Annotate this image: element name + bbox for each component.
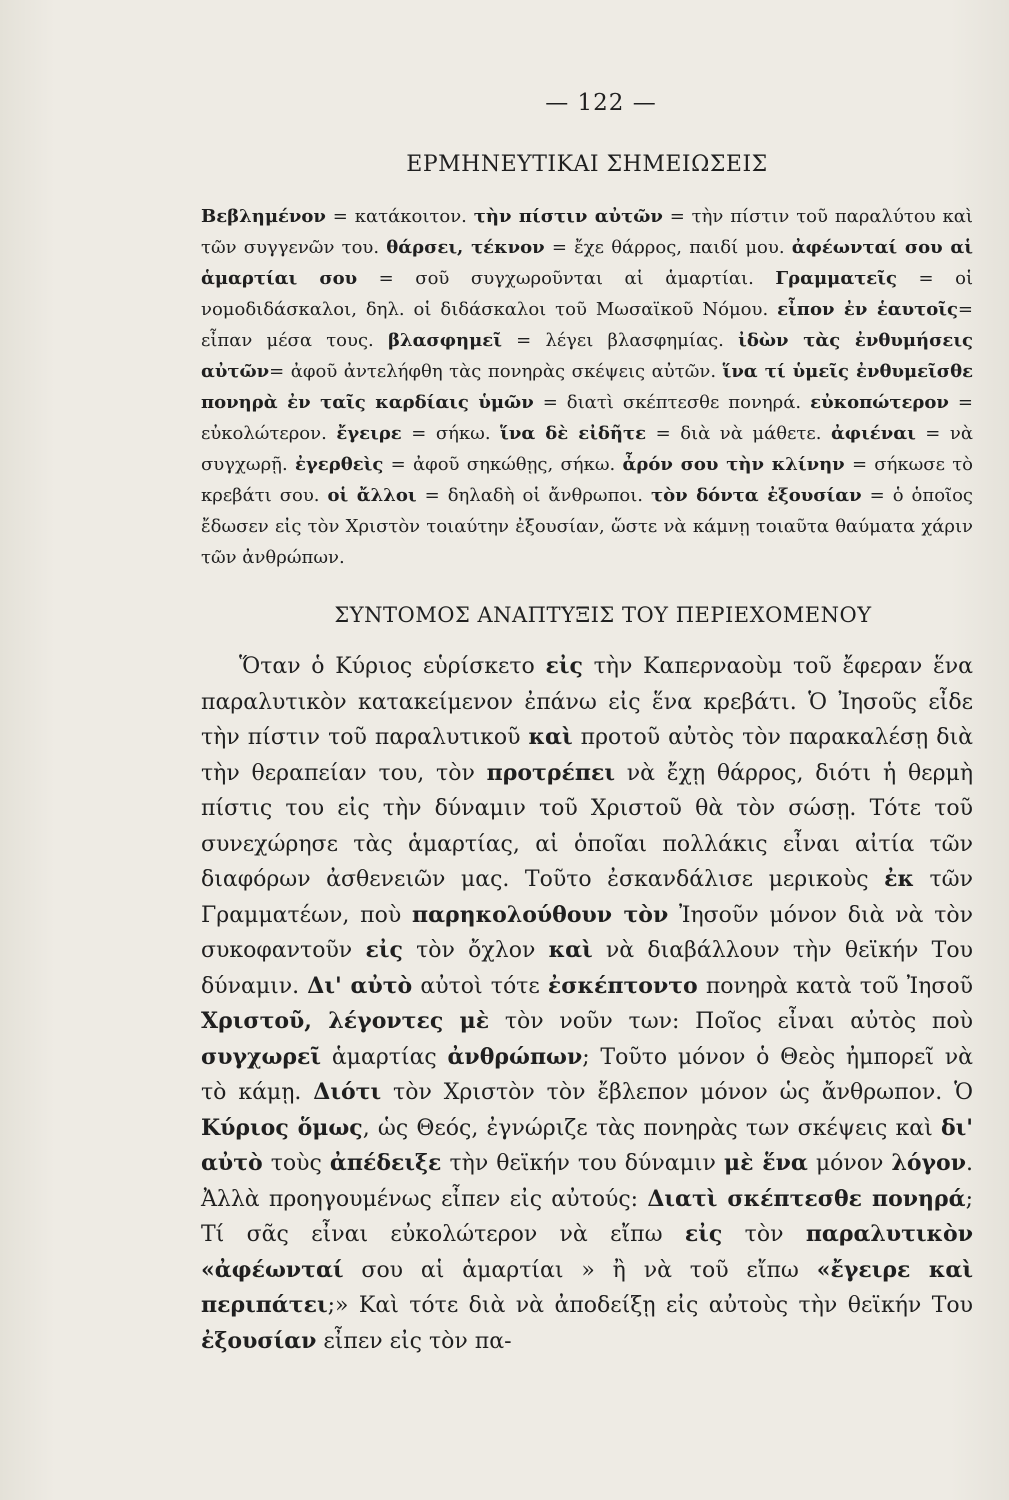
note-term: βλασφημεῖ — [388, 330, 502, 351]
summary-emphasis: Δι' αὐτὸ — [307, 972, 413, 999]
summary-text: , ὡς Θεός, ἐγνώριζε τὰς πονηρὰς των σκέψεις καὶ — [362, 1115, 941, 1141]
summary-emphasis: «ἔγειρε καὶ περιπάτει — [201, 1256, 973, 1318]
summary-emphasis: Χριστοῦ, λέγοντες μὲ — [201, 1008, 490, 1034]
note-gloss: = εὐκολώτερον. — [201, 392, 973, 444]
summary-emphasis: παραλυτικὸν «ἀφέωνταί — [201, 1221, 973, 1283]
note-term: Βεβλημένον — [201, 206, 326, 227]
summary-text: προτοῦ αὐτὸς τὸν παρακαλέσῃ διὰ τὴν θεραπείαν του, τὸν — [201, 725, 973, 786]
note-term: τὴν πίστιν αὐτῶν — [473, 206, 663, 227]
summary-emphasis: ἐξουσίαν — [201, 1327, 317, 1354]
summary-emphasis: Κύριος ὅμως — [201, 1114, 363, 1141]
note-term: οἱ ἄλλοι — [327, 485, 417, 506]
summary-emphasis: καὶ — [548, 937, 593, 963]
note-gloss: = ἔχε θάρρος, παιδί μου. — [544, 237, 792, 258]
note-term: ἔγειρε — [336, 423, 402, 444]
summary-emphasis: εἰς — [365, 937, 403, 963]
note-term: ἐγερθεὶς — [294, 454, 384, 475]
note-gloss: = ἀφοῦ σηκώθῃς, σήκω. — [383, 454, 623, 475]
page-number: — 122 — — [545, 90, 657, 116]
note-term: ἰδὼν τὰς ἐνθυμήσεις αὐτῶν — [201, 330, 974, 382]
summary-text: τὸν νοῦν των: Ποῖος εἶναι αὐτὸς ποὺ — [489, 1009, 973, 1034]
summary-emphasis: καὶ — [528, 724, 573, 750]
summary-emphasis: λόγον — [891, 1150, 966, 1176]
summary-text: ἁμαρτίας — [321, 1044, 448, 1070]
summary-text: Ὅταν ὁ Κύριος εὑρίσκετο — [239, 654, 546, 679]
summary-text: νὰ ἔχῃ θάρρος, διότι ἡ θερμὴ πίστις του εἰς τὴν δύναμιν τοῦ Χριστοῦ θὰ τὸν σώσῃ. Τότε τοῦ συνεχώρησε τὰς ἁμαρτίας, αἱ ὁποῖαι πολλάκις εἶναι αἰτία τῶν διαφόρων ἀσθενειῶν μας. Τοῦτο ἐσκανδάλισε μερικοὺς — [201, 760, 973, 892]
note-gloss: = σήκω. — [401, 423, 501, 444]
summary-text: τὴν Καπερναοὺμ τοῦ ἔφεραν ἕνα παραλυτικὸν κατακείμενον ἐπάνω εἰς ἕνα κρεβάτι. Ὁ Ἰησοῦς εἶδε τὴν πίστιν τοῦ παραλυτικοῦ — [201, 654, 973, 750]
note-gloss: = λέγει βλασφημίας. — [501, 330, 739, 351]
summary-emphasis: προτρέπει — [486, 759, 615, 786]
summary-text: Ἰησοῦν μόνον διὰ νὰ τὸν συκοφαντοῦν — [201, 902, 973, 963]
summary-text: εἶπεν εἰς τὸν πα- — [316, 1328, 512, 1354]
note-term: Γραμματεῖς — [775, 268, 897, 289]
note-gloss: = διατὶ σκέπτεσθε πονηρά. — [533, 392, 811, 413]
note-term: ἀφέωνταί σου αἱ ἁμαρτίαι σου — [201, 237, 973, 289]
summary-emphasis: ἐκ — [884, 866, 914, 892]
summary-text: ; Τί σᾶς εἶναι εὐκολώτερον νὰ εἴπω — [201, 1186, 973, 1247]
summary-emphasis: ἐσκέπτοντο — [547, 972, 698, 999]
summary-emphasis: ἀπέδειξε — [329, 1150, 442, 1176]
note-term: θάρσει, τέκνον — [386, 237, 545, 258]
summary-text: . Ἀλλὰ προηγουμένως εἶπεν εἰς αὐτούς: — [201, 1151, 973, 1212]
note-gloss: = σοῦ συγχωροῦνται αἱ ἁμαρτίαι. — [357, 268, 776, 289]
section-title-notes: ΕΡΜΗΝΕΥΤΙΚΑΙ ΣΗΜΕΙΩΣΕΙΣ — [406, 152, 768, 177]
summary-text: τοὺς — [262, 1151, 330, 1176]
note-term: ἵνα δὲ εἰδῆτε — [500, 423, 647, 444]
summary-text: πονηρὰ κατὰ τοῦ Ἰησοῦ — [697, 973, 973, 999]
note-term: ἀφιέναι — [830, 423, 916, 444]
note-gloss: = νὰ συγχωρῇ. — [201, 423, 974, 475]
note-term: εἶπον ἐν ἑαυτοῖς — [777, 299, 958, 320]
summary-emphasis: μὲ ἕνα — [723, 1150, 808, 1176]
section-title-summary: ΣΥΝΤΟΜΟΣ ΑΝΑΠΤΥΞΙΣ ΤΟΥ ΠΕΡΙΕΧΟΜΕΝΟΥ — [334, 603, 872, 627]
summary-text: τὴν θεϊκήν του δύναμιν — [441, 1151, 724, 1176]
summary-text: αὐτοὶ τότε — [412, 973, 548, 999]
summary-emphasis: εἰς — [545, 653, 583, 679]
note-gloss: = σήκωσε τὸ κρεβάτι σου. — [201, 454, 973, 506]
summary-text: ; Τοῦτο μόνον ὁ Θεὸς ἠμπορεῖ νὰ τὸ κάμῃ. — [201, 1044, 974, 1105]
summary-text: τὸν ὄχλον — [402, 938, 549, 963]
summary-paragraph — [201, 649, 973, 1359]
note-gloss: = ὁ ὁποῖος ἔδωσεν εἰς τὸν Χριστὸν τοιαύτην ἐξουσίαν, ὥστε νὰ κάμνῃ τοιαῦτα θαύματα χάριν τῶν ἀνθρώπων. — [201, 485, 974, 568]
summary-emphasis: Διατὶ σκέπτεσθε πονηρά — [647, 1185, 966, 1212]
summary-emphasis: Διότι — [313, 1079, 382, 1105]
note-gloss: = εἶπαν μέσα τους. — [201, 299, 973, 351]
note-term: εὐκοπώτερον — [810, 392, 949, 413]
note-gloss: = δηλαδὴ οἱ ἄνθρωποι. — [416, 485, 652, 506]
note-gloss: = τὴν πίστιν τοῦ παραλύτου καὶ τῶν συγγενῶν του. — [201, 206, 973, 258]
note-gloss: = κατάκοιτον. — [325, 206, 474, 227]
note-gloss: = διὰ νὰ μάθετε. — [646, 423, 831, 444]
note-term: ἵνα τί ὑμεῖς ἐνθυμεῖσθε πονηρὰ ἐν ταῖς καρδίαις ὑμῶν — [201, 361, 974, 413]
note-term: τὸν δόντα ἐξουσίαν — [651, 485, 862, 506]
summary-text: σου αἱ ἁμαρτίαι » ἢ νὰ τοῦ εἴπω — [343, 1257, 817, 1283]
summary-emphasis: ἀνθρώπων — [447, 1043, 583, 1070]
note-term: ἆρόν σου τὴν κλίνην — [622, 454, 845, 475]
summary-text: τῶν Γραμματέων, ποὺ — [201, 867, 973, 928]
notes-paragraph — [201, 201, 973, 573]
summary-emphasis: συγχωρεῖ — [201, 1043, 322, 1070]
summary-text: τὸν Χριστὸν τὸν ἔβλεπον μόνον ὡς ἄνθρωπον. Ὁ — [381, 1080, 973, 1105]
note-gloss: = οἱ νομοδιδάσκαλοι, δηλ. οἱ διδάσκαλοι τοῦ Μωσαϊκοῦ Νόμου. — [201, 268, 974, 320]
summary-emphasis: εἰς — [684, 1221, 723, 1247]
note-gloss: = ἀφοῦ ἀντελήφθη τὰς πονηρὰς σκέψεις αὐτῶν. — [269, 361, 723, 382]
summary-emphasis: παρηκολούθουν τὸν — [412, 901, 669, 928]
summary-text: νὰ διαβάλλουν τὴν θεϊκήν Του δύναμιν. — [201, 938, 973, 999]
summary-emphasis: δι' αὐτὸ — [201, 1114, 973, 1176]
summary-text: ;» Καὶ τότε διὰ νὰ ἀποδείξῃ εἰς αὐτοὺς τὴν θεϊκήν Του — [327, 1293, 973, 1318]
summary-text: τὸν — [722, 1222, 806, 1247]
summary-text: μόνον — [807, 1151, 892, 1176]
